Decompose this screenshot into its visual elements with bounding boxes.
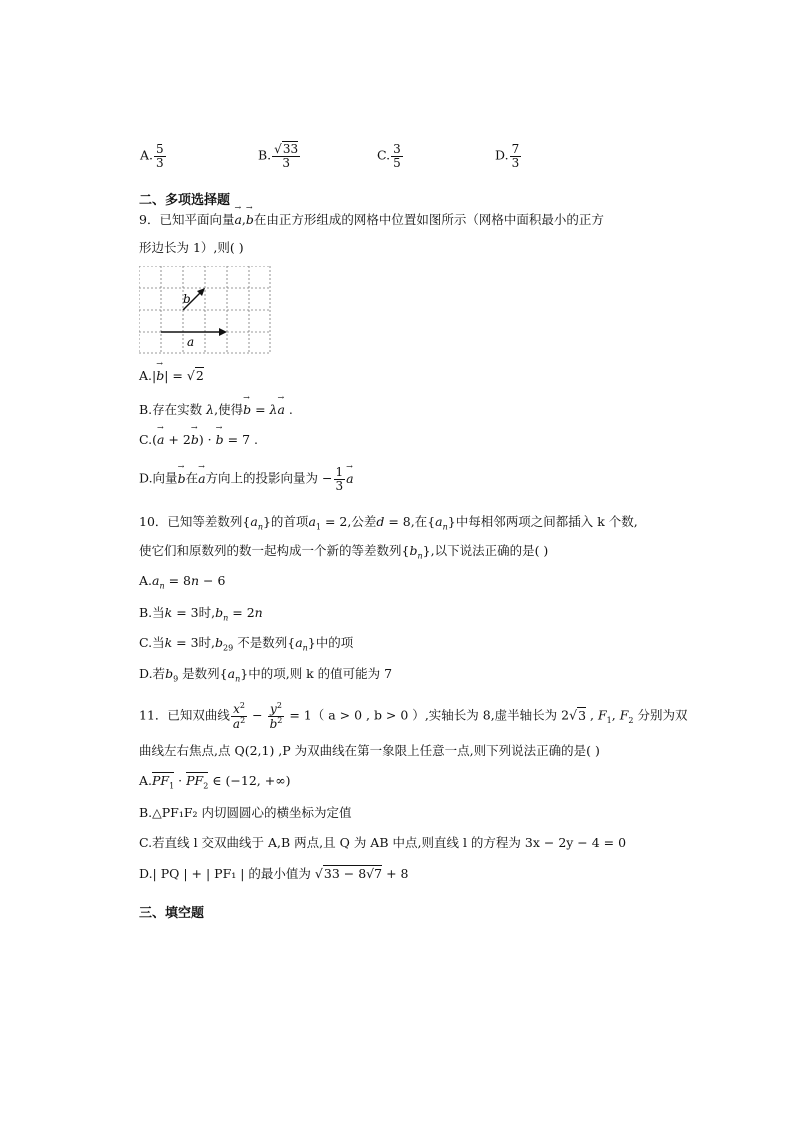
q9-option-a: A.|→ b| = √2 — [139, 368, 204, 383]
section-heading-multiple-choice: 二、多项选择题 — [139, 193, 231, 208]
q8-option-d: D. $\frac{7}{3}$ — [495, 142, 520, 170]
q10-option-d: D.若$b_9$ 是数列$\{a_n\}$中的项,则 k 的值可能为 7 — [139, 666, 393, 684]
q11-option-d: D.| PQ | + | PF₁ | 的最小值为 √33 − 8√7 + 8 — [139, 866, 409, 881]
q9-vector-grid-figure — [139, 266, 271, 354]
q11-option-a: $A.PF_1 \cdot PF_2$ ∈ (−12, +∞) — [139, 773, 291, 791]
section-heading-fill-in-blank: 三、填空题 — [139, 906, 205, 921]
q9-stem-line1: 9．已知平面向量→ a,→ b在由正方形组成的网格中位置如图所示（网格中面积最小的正方 — [139, 210, 604, 228]
q9-option-d: D.向量→ b在→ a方向上的投影向量为 − $\frac{1}{3}$ → a — [139, 466, 354, 492]
q10-option-c: C.当k = 3时$,b_{29}$ 不是数列$\{a_n\}$中的项 — [139, 635, 354, 653]
q10-stem-line1: 10．已知等差数列$\{a_n\}$的首项$a_1 = 2$,公差d = 8,在$\{a_n\}$中每相邻两项之间都插入 k 个数, — [139, 514, 638, 532]
q8-option-b: B. $\frac{√33}{3}$ — [258, 142, 299, 170]
q9-stem-line2: 形边长为 1）,则( ) — [139, 240, 244, 255]
q11-option-b: B.△PF₁F₂ 内切圆圆心的横坐标为定值 — [139, 805, 352, 820]
q9-option-b: B.存在实数 λ,使得→ b = λ→ a . — [139, 400, 293, 418]
q11-stem-line2: 曲线左右焦点,点 Q(2,1) ,P 为双曲线在第一象限上任意一点,则下列说法正确的是( ) — [139, 743, 600, 758]
q8-option-a: A. $\frac{5}{3}$ — [140, 142, 164, 170]
q9-option-c: C.(→ a + 2→ b) · → b = 7 . — [139, 432, 258, 447]
q10-stem-line2: 使它们和原数列的数一起构成一个新的等差数列$\{b_n\}$,以下说法正确的是( ) — [139, 543, 549, 561]
q8-option-c: C. $\frac{3}{5}$ — [377, 142, 401, 170]
grid-label-b: b — [183, 292, 191, 306]
q11-option-c: C.若直线 l 交双曲线于 A,B 两点,且 Q 为 AB 中点,则直线 l 的方程为 3x − 2y − 4 = 0 — [139, 835, 627, 850]
q10-option-b: B.当k = 3时$,b_n = 2n$ — [139, 605, 263, 623]
grid-lines — [139, 266, 271, 354]
q11-stem-line1: 11．已知双曲线 $\frac{x^2}{a^2}$ − $\frac{y^2}{b^2}$ = 1（ a > 0 , b > 0 ）,实轴长为 8,虚半轴长为 2√3 , $F_1$, $F_2$ 分别为双 — [139, 701, 688, 731]
grid-label-a: a — [187, 335, 195, 349]
q10-option-a: $A.a_n = 8n - 6$ — [139, 573, 226, 591]
